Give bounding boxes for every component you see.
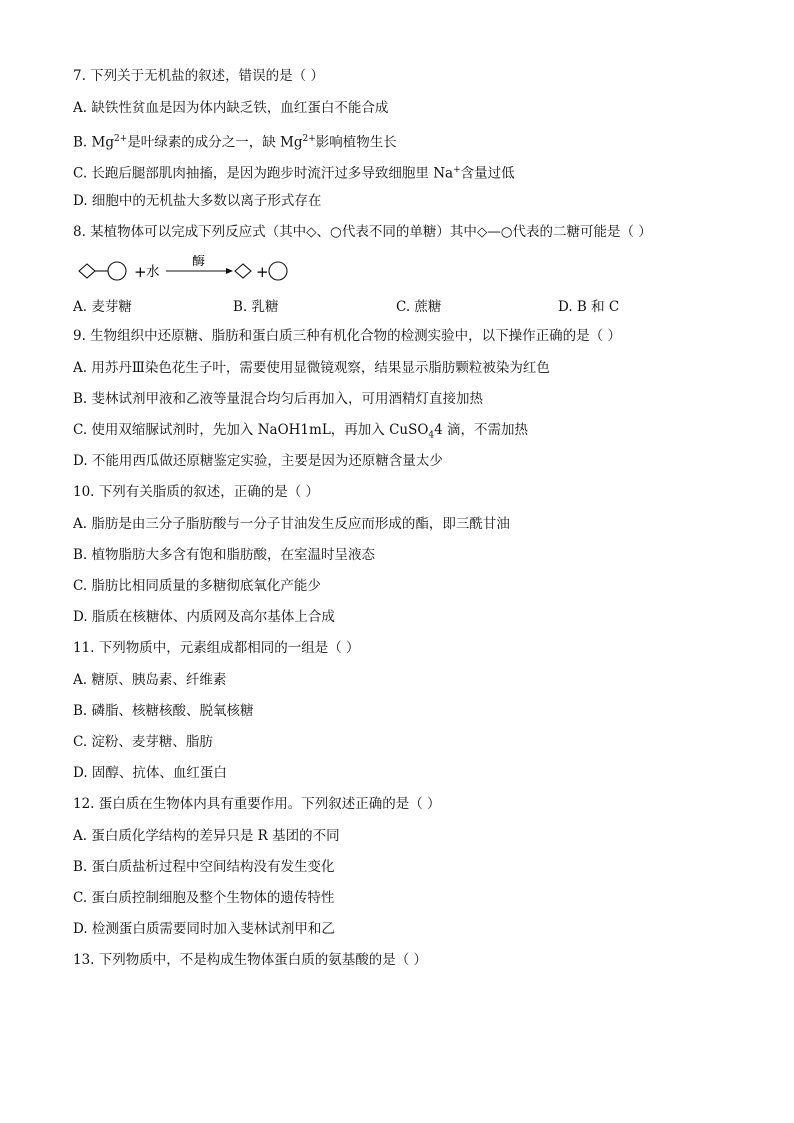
q12-stem: 12. 蛋白质在生物体内具有重要作用。下列叙述正确的是（ ） — [73, 796, 441, 812]
reaction-plus-2: + — [256, 263, 269, 281]
q12-option-c: C. 蛋白质控制细胞及整个生物体的遗传特性 — [73, 890, 335, 906]
q8-option-a: A. 麦芽糖 — [73, 299, 132, 315]
q7-option-d: D. 细胞中的无机盐大多数以离子形式存在 — [73, 193, 322, 209]
q9-stem: 9. 生物组织中还原糖、脂肪和蛋白质三种有机化合物的检测实验中，以下操作正确的是（ ） — [73, 328, 621, 344]
q7-c-sup: + — [453, 165, 461, 175]
diamond-sugar-icon — [79, 264, 95, 278]
q13-stem: 13. 下列物质中，不是构成生物体蛋白质的氨基酸的是（ ） — [73, 952, 428, 968]
q7-option-c — [73, 160, 515, 184]
q10-option-d: D. 脂质在核糖体、内质网及高尔基体上合成 — [73, 609, 335, 625]
diamond-product-icon — [235, 264, 251, 278]
reaction-arrow-head — [226, 268, 233, 274]
q7-b-sup2: 2+ — [302, 134, 316, 144]
q11-option-b: B. 磷脂、核糖核酸、脱氧核糖 — [73, 703, 254, 719]
reaction-water: 水 — [146, 264, 160, 280]
q11-option-d: D. 固醇、抗体、血红蛋白 — [73, 765, 227, 781]
q11-option-a: A. 糖原、胰岛素、纤维素 — [73, 672, 227, 688]
q7-c-part1: C. 长跑后腿部肌肉抽搐，是因为跑步时流汗过多导致细胞里 Na — [73, 165, 454, 182]
q12-option-a: A. 蛋白质化学结构的差异只是 R 基团的不同 — [73, 828, 340, 844]
q12-option-d: D. 检测蛋白质需要同时加入斐林试剂甲和乙 — [73, 921, 335, 937]
reaction-enzyme: 酶 — [192, 255, 206, 269]
q7-option-a: A. 缺铁性贫血是因为体内缺乏铁，血红蛋白不能合成 — [73, 100, 389, 116]
q10-option-a: A. 脂肪是由三分子脂肪酸与一分子甘油发生反应而形成的酯，即三酰甘油 — [73, 516, 510, 532]
q7-c-part2: 含量过低 — [460, 165, 515, 182]
q9-option-c — [73, 420, 528, 446]
q7-b-sup1: 2+ — [113, 134, 128, 144]
circle-sugar-icon — [108, 262, 126, 280]
q10-option-b: B. 植物脂肪大多含有饱和脂肪酸，在室温时呈液态 — [73, 547, 376, 563]
q8-stem: 8. 某植物体可以完成下列反应式（其中◇、○代表不同的单糖）其中◇—○代表的二糖可能是（ ） — [73, 224, 652, 240]
q11-stem: 11. 下列物质中，元素组成都相同的一组是（ ） — [73, 640, 360, 656]
q10-stem: 10. 下列有关脂质的叙述，正确的是（ ） — [73, 484, 320, 500]
circle-product-icon — [269, 262, 287, 280]
reaction-equation — [74, 255, 314, 287]
q7-stem: 7. 下列关于无机盐的叙述，错误的是（ ） — [73, 68, 324, 84]
q7-option-b — [73, 129, 397, 153]
q9-option-a: A. 用苏丹Ⅲ染色花生子叶，需要使用显微镜观察，结果显示脂肪颗粒被染为红色 — [73, 360, 550, 376]
q7-b-part3: 影响植物生长 — [315, 134, 397, 151]
q8-options — [73, 295, 733, 315]
q10-option-c: C. 脂肪比相同质量的多糖彻底氧化产能少 — [73, 578, 321, 594]
reaction-plus-1: + — [134, 263, 147, 281]
q8-option-b: B. 乳糖 — [233, 299, 279, 315]
q9-c-part1: C. 使用双缩脲试剂时，先加入 NaOH1mL，再加入 CuSO — [73, 422, 429, 438]
q9-c-part2: 4 滴，不需加热 — [434, 422, 529, 438]
q11-option-c: C. 淀粉、麦芽糖、脂肪 — [73, 734, 213, 750]
q9-option-b: B. 斐林试剂甲液和乙液等量混合均匀后再加入，可用酒精灯直接加热 — [73, 391, 484, 407]
q8-option-c: C. 蔗糖 — [396, 299, 442, 315]
q12-option-b: B. 蛋白质盐析过程中空间结构没有发生变化 — [73, 859, 335, 875]
q9-option-d: D. 不能用西瓜做还原糖鉴定实验，主要是因为还原糖含量太少 — [73, 453, 443, 469]
q7-b-part1: B. Mg — [73, 134, 114, 151]
q9-c-sub: 4 — [428, 430, 435, 441]
q7-b-part2: 是叶绿素的成分之一，缺 Mg — [127, 134, 303, 151]
q8-option-d: D. B 和 C — [558, 299, 620, 315]
